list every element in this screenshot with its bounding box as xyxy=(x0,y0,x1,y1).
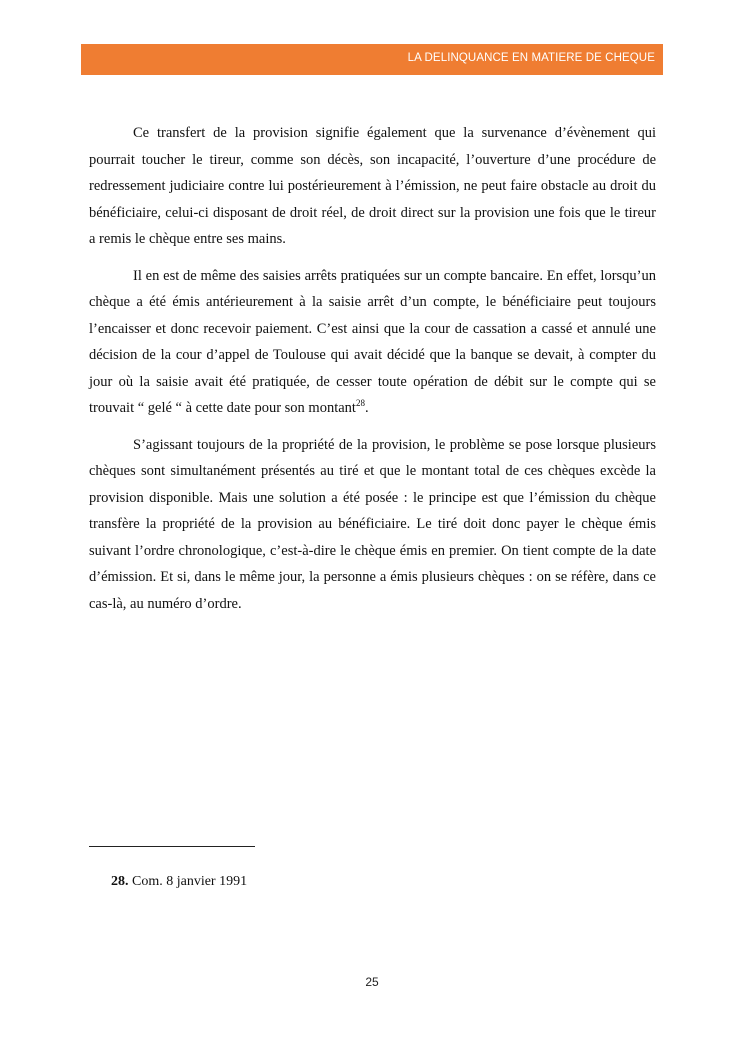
footnote-number: 28. xyxy=(111,874,129,889)
footnote-reference-28[interactable]: 28 xyxy=(355,398,365,409)
paragraph-3 xyxy=(89,432,656,618)
footnote-28 xyxy=(111,874,247,890)
paragraph-1 xyxy=(89,120,656,253)
footnote-text: Com. 8 janvier 1991 xyxy=(132,874,248,889)
body-text xyxy=(89,120,656,627)
paragraph-2-text: Il en est de même des saisies arrêts pratiquées sur un compte bancaire. En effet, lorsqu’un chèque a été émis antérieurement à la saisie arrêt d’un compte, le bénéficiaire peut toujours l’encaisser et donc recevoir paiement. C’est ainsi que la cour de cassation a cassé et annulé une décision de la cour d’appel de Toulouse qui avait décidé que la banque se devait, à compter du jour où la saisie avait été pratiquée, de cesser toute opération de débit sur le compte qui se trouvait “ gelé “ à cette date pour son montant xyxy=(89,267,656,416)
header-title: LA DELINQUANCE EN MATIERE DE CHEQUE xyxy=(407,52,655,64)
paragraph-2-tail: . xyxy=(364,400,369,416)
paragraph-2 xyxy=(89,263,656,422)
paragraph-1-text: Ce transfert de la provision signifie également que la survenance d’évènement qui pourrait toucher le tireur, comme son décès, son incapacité, l’ouverture d’une procédure de redressement judiciaire contre lui postérieurement à l’émission, ne peut faire obstacle au droit du bénéficiaire, celui-ci disposant de droit réel, de droit direct sur la provision une fois que le tireur a remis le chèque entre ses mains. xyxy=(89,125,656,247)
header-band xyxy=(81,44,663,75)
paragraph-3-text: S’agissant toujours de la propriété de la provision, le problème se pose lorsque plusieurs chèques sont simultanément présentés au tiré et que le montant total de ces chèques excède la provision disponible. Mais une solution a été posée : le principe est que l’émission du chèque transfère la propriété de la provision au bénéficiaire. Le tiré doit donc payer le chèque émis suivant l’ordre chronologique, c’est-à-dire le chèque émis en premier. On tient compte de la date d’émission. Et si, dans le même jour, la personne a émis plusieurs chèques : on se réfère, dans ce cas-là, au numéro d’ordre. xyxy=(89,436,656,612)
page-number: 25 xyxy=(365,975,379,989)
footnote-separator xyxy=(89,846,255,847)
